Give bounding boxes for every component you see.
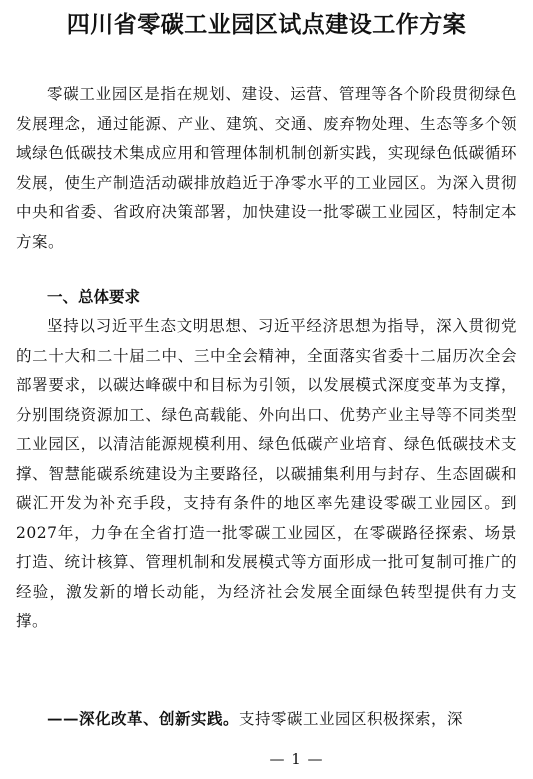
principle-text: 支持零碳工业园区积极探索，深 (239, 710, 464, 728)
document-title: 四川省零碳工业园区试点建设工作方案 (66, 12, 467, 38)
section-heading: 一、总体要求 (47, 288, 141, 306)
page-number: — 1 — (269, 750, 324, 768)
principle-lead: ——深化改革、创新实践。 (47, 709, 240, 728)
section-paragraph: 坚持以习近平生态文明思想、习近平经济思想为指导，深入贯彻党的二十大和二十届二中、三中全会精神，全面落实省委十二届历次全会部署要求，以碳达峰碳中和目标为引领，以发展模式深度变革为支撑，分别围绕资源加工、绿色高载能、外向出口、优势产业主导等不同类型工业园区，以清洁能源规模利用、绿色低碳产业培育、绿色低碳技术支撑、智慧能碳系统建设为主要路径，以碳捕集利用与封存、生态固碳和碳汇开发为补充手段，支持有条件的地区率先建设零碳工业园区。到2027年，力争在全省打造一批零碳工业园区，在零碳路径探索、场景打造、统计核算、管理机制和发展模式等方面形成一批可复制可推广的经验，激发新的增长动能，为经济社会发展全面绿色转型提供有力支撑。 (16, 317, 517, 630)
intro-paragraph: 零碳工业园区是指在规划、建设、运营、管理等各个阶段贯彻绿色发展理念，通过能源、产业、建筑、交通、废弃物处理、生态等多个领域绿色低碳技术集成应用和管理体制机制创新实践，实现绿色低碳循环发展，使生产制造活动碳排放趋近于净零水平的工业园区。为深入贯彻中央和省委、省政府决策部署，加快建设一批零碳工业园区，特制定本方案。 (16, 85, 517, 251)
principle-paragraph (16, 704, 517, 735)
